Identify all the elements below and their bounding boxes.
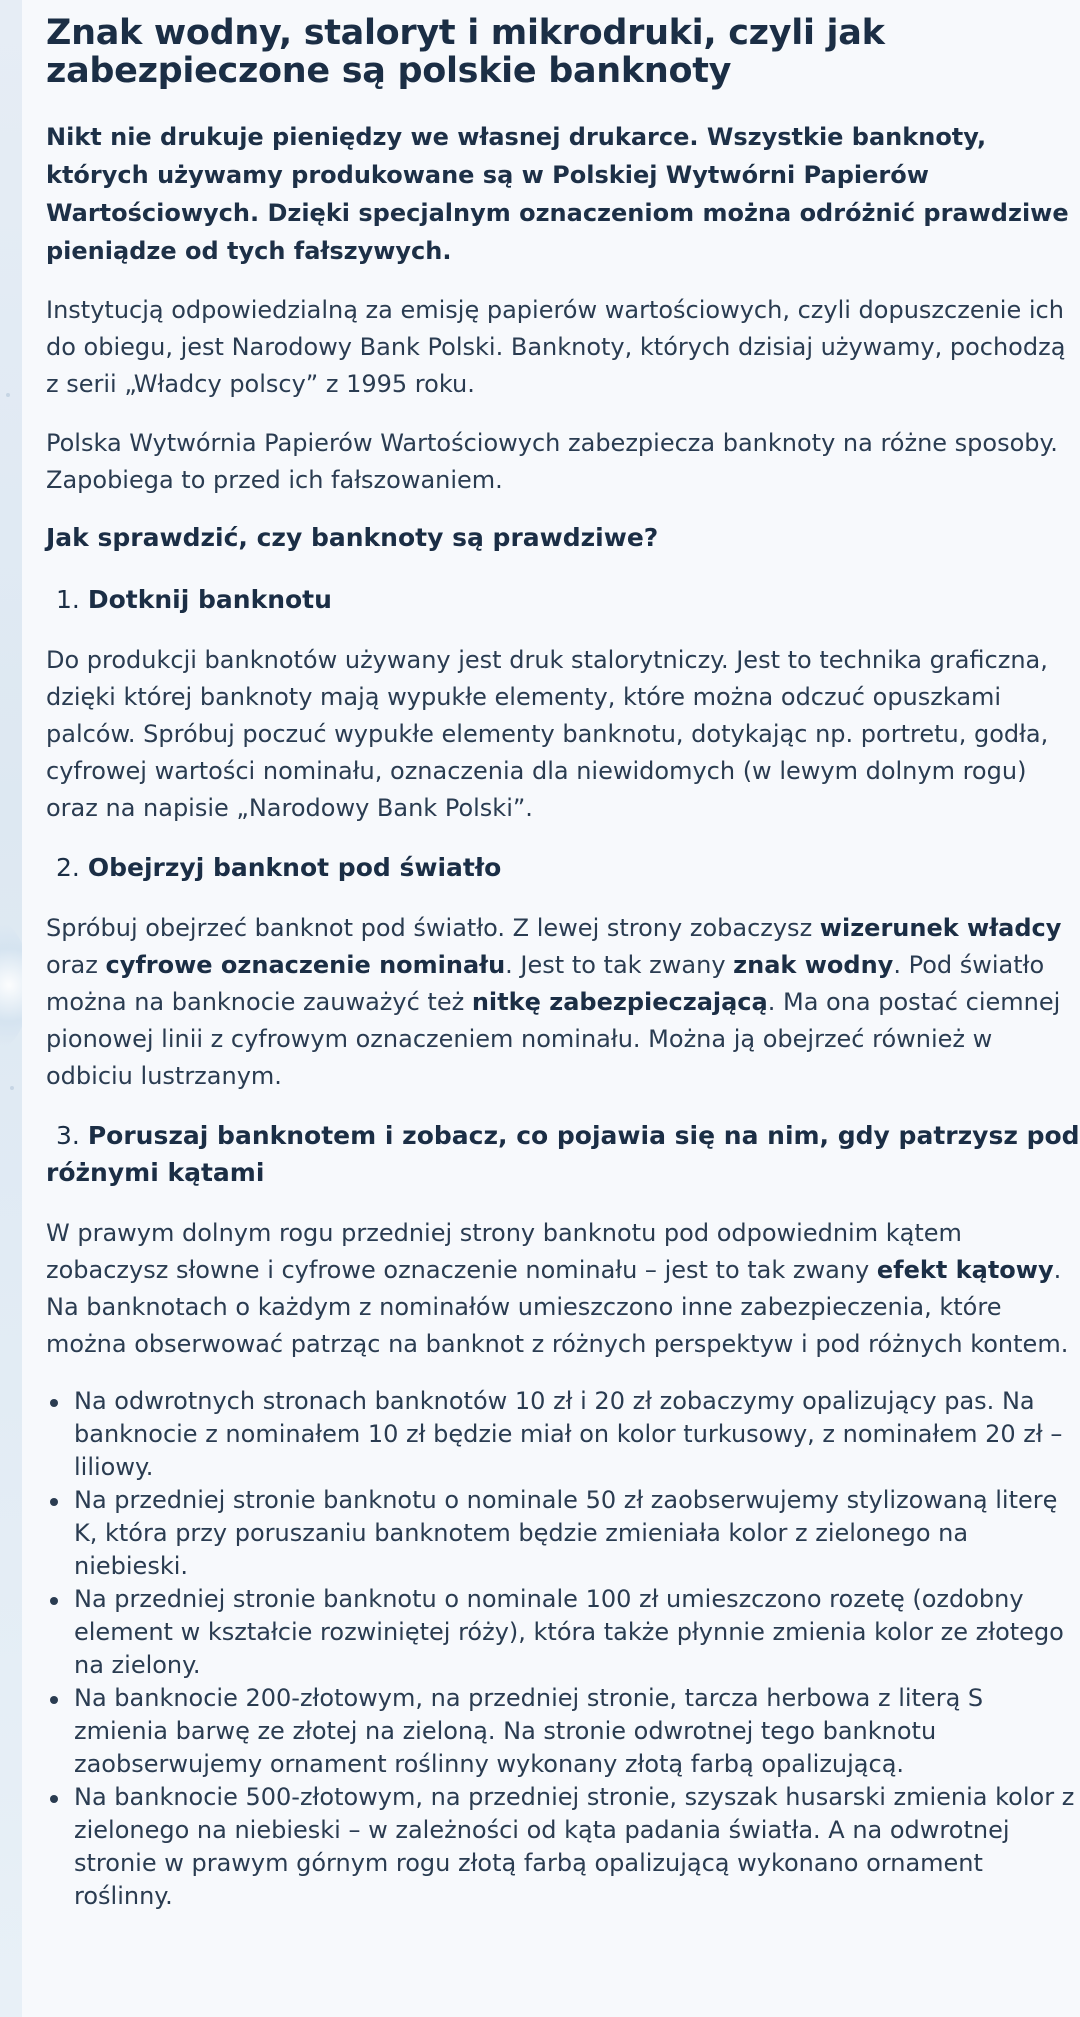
step-3-text (46, 1215, 1080, 1363)
highlight-term: wizerunek władcy (819, 914, 1062, 942)
decorative-dot (10, 1086, 14, 1090)
text-run: . Jest to tak zwany (505, 951, 734, 979)
highlight-term: efekt kątowy (876, 1256, 1054, 1284)
text-run: . Na banknotach o każdym z nominałów umieszczono inne zabezpieczenia, które można obserwować patrząc na banknot z różnych perspektyw i pod różnych kontem. (46, 1256, 1069, 1358)
step-2-heading (46, 849, 1080, 886)
text-run: . Pod światło można na banknocie zauważyć też (46, 951, 1045, 1016)
highlight-term: nitkę zabezpieczającą (471, 988, 768, 1016)
step-1-text: Do produkcji banknotów używany jest druk stalorytniczy. Jest to technika graficzna, dzięki której banknoty mają wypukłe elementy, które można odczuć opuszkami palców. Spróbuj poczuć wypukłe elementy banknotu, dotykając np. portretu, godła, cyfrowej wartości nominału, oznaczenia dla niewidomych (w lewym dolnym rogu) oraz na napisie „Narodowy Bank Polski”. (46, 646, 1049, 822)
highlight-term: cyfrowe oznaczenie nominału (105, 951, 506, 979)
step-1-heading (46, 581, 1080, 618)
section-heading: Jak sprawdzić, czy banknoty są prawdziwe? (46, 523, 659, 552)
decorative-dot (6, 393, 10, 397)
highlight-term: znak wodny (733, 951, 894, 979)
article-title: Znak wodny, staloryt i mikrodruki, czyli jak zabezpieczone są polskie banknoty (46, 13, 885, 91)
paragraph-nbp: Instytucją odpowiedzialną za emisję papierów wartościowych, czyli dopuszczenie ich do obiegu, jest Narodowy Bank Polski. Banknoty, których dzisiaj używamy, pochodzą z serii „Władcy polscy” z 1995 roku. (46, 296, 1066, 398)
text-run: Spróbuj obejrzeć banknot pod światło. Z lewej strony zobaczysz (46, 914, 820, 942)
bullet-list (46, 1385, 1080, 1913)
text-run: . Ma ona postać ciemnej pionowej linii z cyfrowym oznaczeniem nominału. Można ją obejrzeć również w odbiciu lustrzanym. (46, 988, 1061, 1090)
article (22, 0, 1080, 2017)
step-2-text (46, 910, 1080, 1095)
list-item: Na przedniej stronie banknotu o nominale 100 zł umieszczono rozetę (ozdobny element w kształcie rozwiniętej róży), która także płynnie zmienia kolor ze złotego na zielony. (46, 1583, 1080, 1682)
paragraph-pwpw: Polska Wytwórnia Papierów Wartościowych zabezpiecza banknoty na różne sposoby. Zapobiega to przed ich fałszowaniem. (46, 429, 1058, 494)
step-number: 3. (56, 1121, 80, 1150)
list-item: Na odwrotnych stronach banknotów 10 zł i 20 zł zobaczymy opalizujący pas. Na banknocie z nominałem 10 zł będzie miał on kolor turkusowy, z nominałem 20 zł – liliowy. (46, 1385, 1080, 1484)
list-item: Na przedniej stronie banknotu o nominale 50 zł zaobserwujemy stylizowaną literę K, która przy poruszaniu banknotem będzie zmieniała kolor z zielonego na niebieski. (46, 1484, 1080, 1583)
step-number: 2. (56, 853, 80, 882)
step-3-heading (46, 1117, 1080, 1191)
text-run: W prawym dolnym rogu przedniej strony banknotu pod odpowiednim kątem zobaczysz słowne i cyfrowe oznaczenie nominału – jest to tak zwany (46, 1219, 962, 1284)
step-title: Poruszaj banknotem i zobacz, co pojawia się na nim, gdy patrzysz pod różnymi kątami (46, 1121, 1080, 1187)
step-number: 1. (56, 585, 80, 614)
article-lead: Nikt nie drukuje pieniędzy we własnej drukarce. Wszystkie banknoty, których używamy produkowane są w Polskiej Wytwórni Papierów Wartościowych. Dzięki specjalnym oznaczeniom można odróżnić prawdziwe pieniądze od tych fałszywych. (46, 123, 1069, 265)
step-title: Dotknij banknotu (87, 585, 332, 614)
list-item: Na banknocie 200-złotowym, na przedniej stronie, tarcza herbowa z literą S zmienia barwę ze złotej na zieloną. Na stronie odwrotnej tego banknotu zaobserwujemy ornament roślinny wykonany złotą farbą opalizującą. (46, 1682, 1080, 1781)
text-run: oraz (46, 951, 106, 979)
list-item: Na banknocie 500-złotowym, na przedniej stronie, szyszak husarski zmienia kolor z zielonego na niebieski – w zależności od kąta padania światła. A na odwrotnej stronie w prawym górnym rogu złotą farbą opalizującą wykonano ornament roślinny. (46, 1781, 1080, 1913)
step-title: Obejrzyj banknot pod światło (87, 853, 502, 882)
